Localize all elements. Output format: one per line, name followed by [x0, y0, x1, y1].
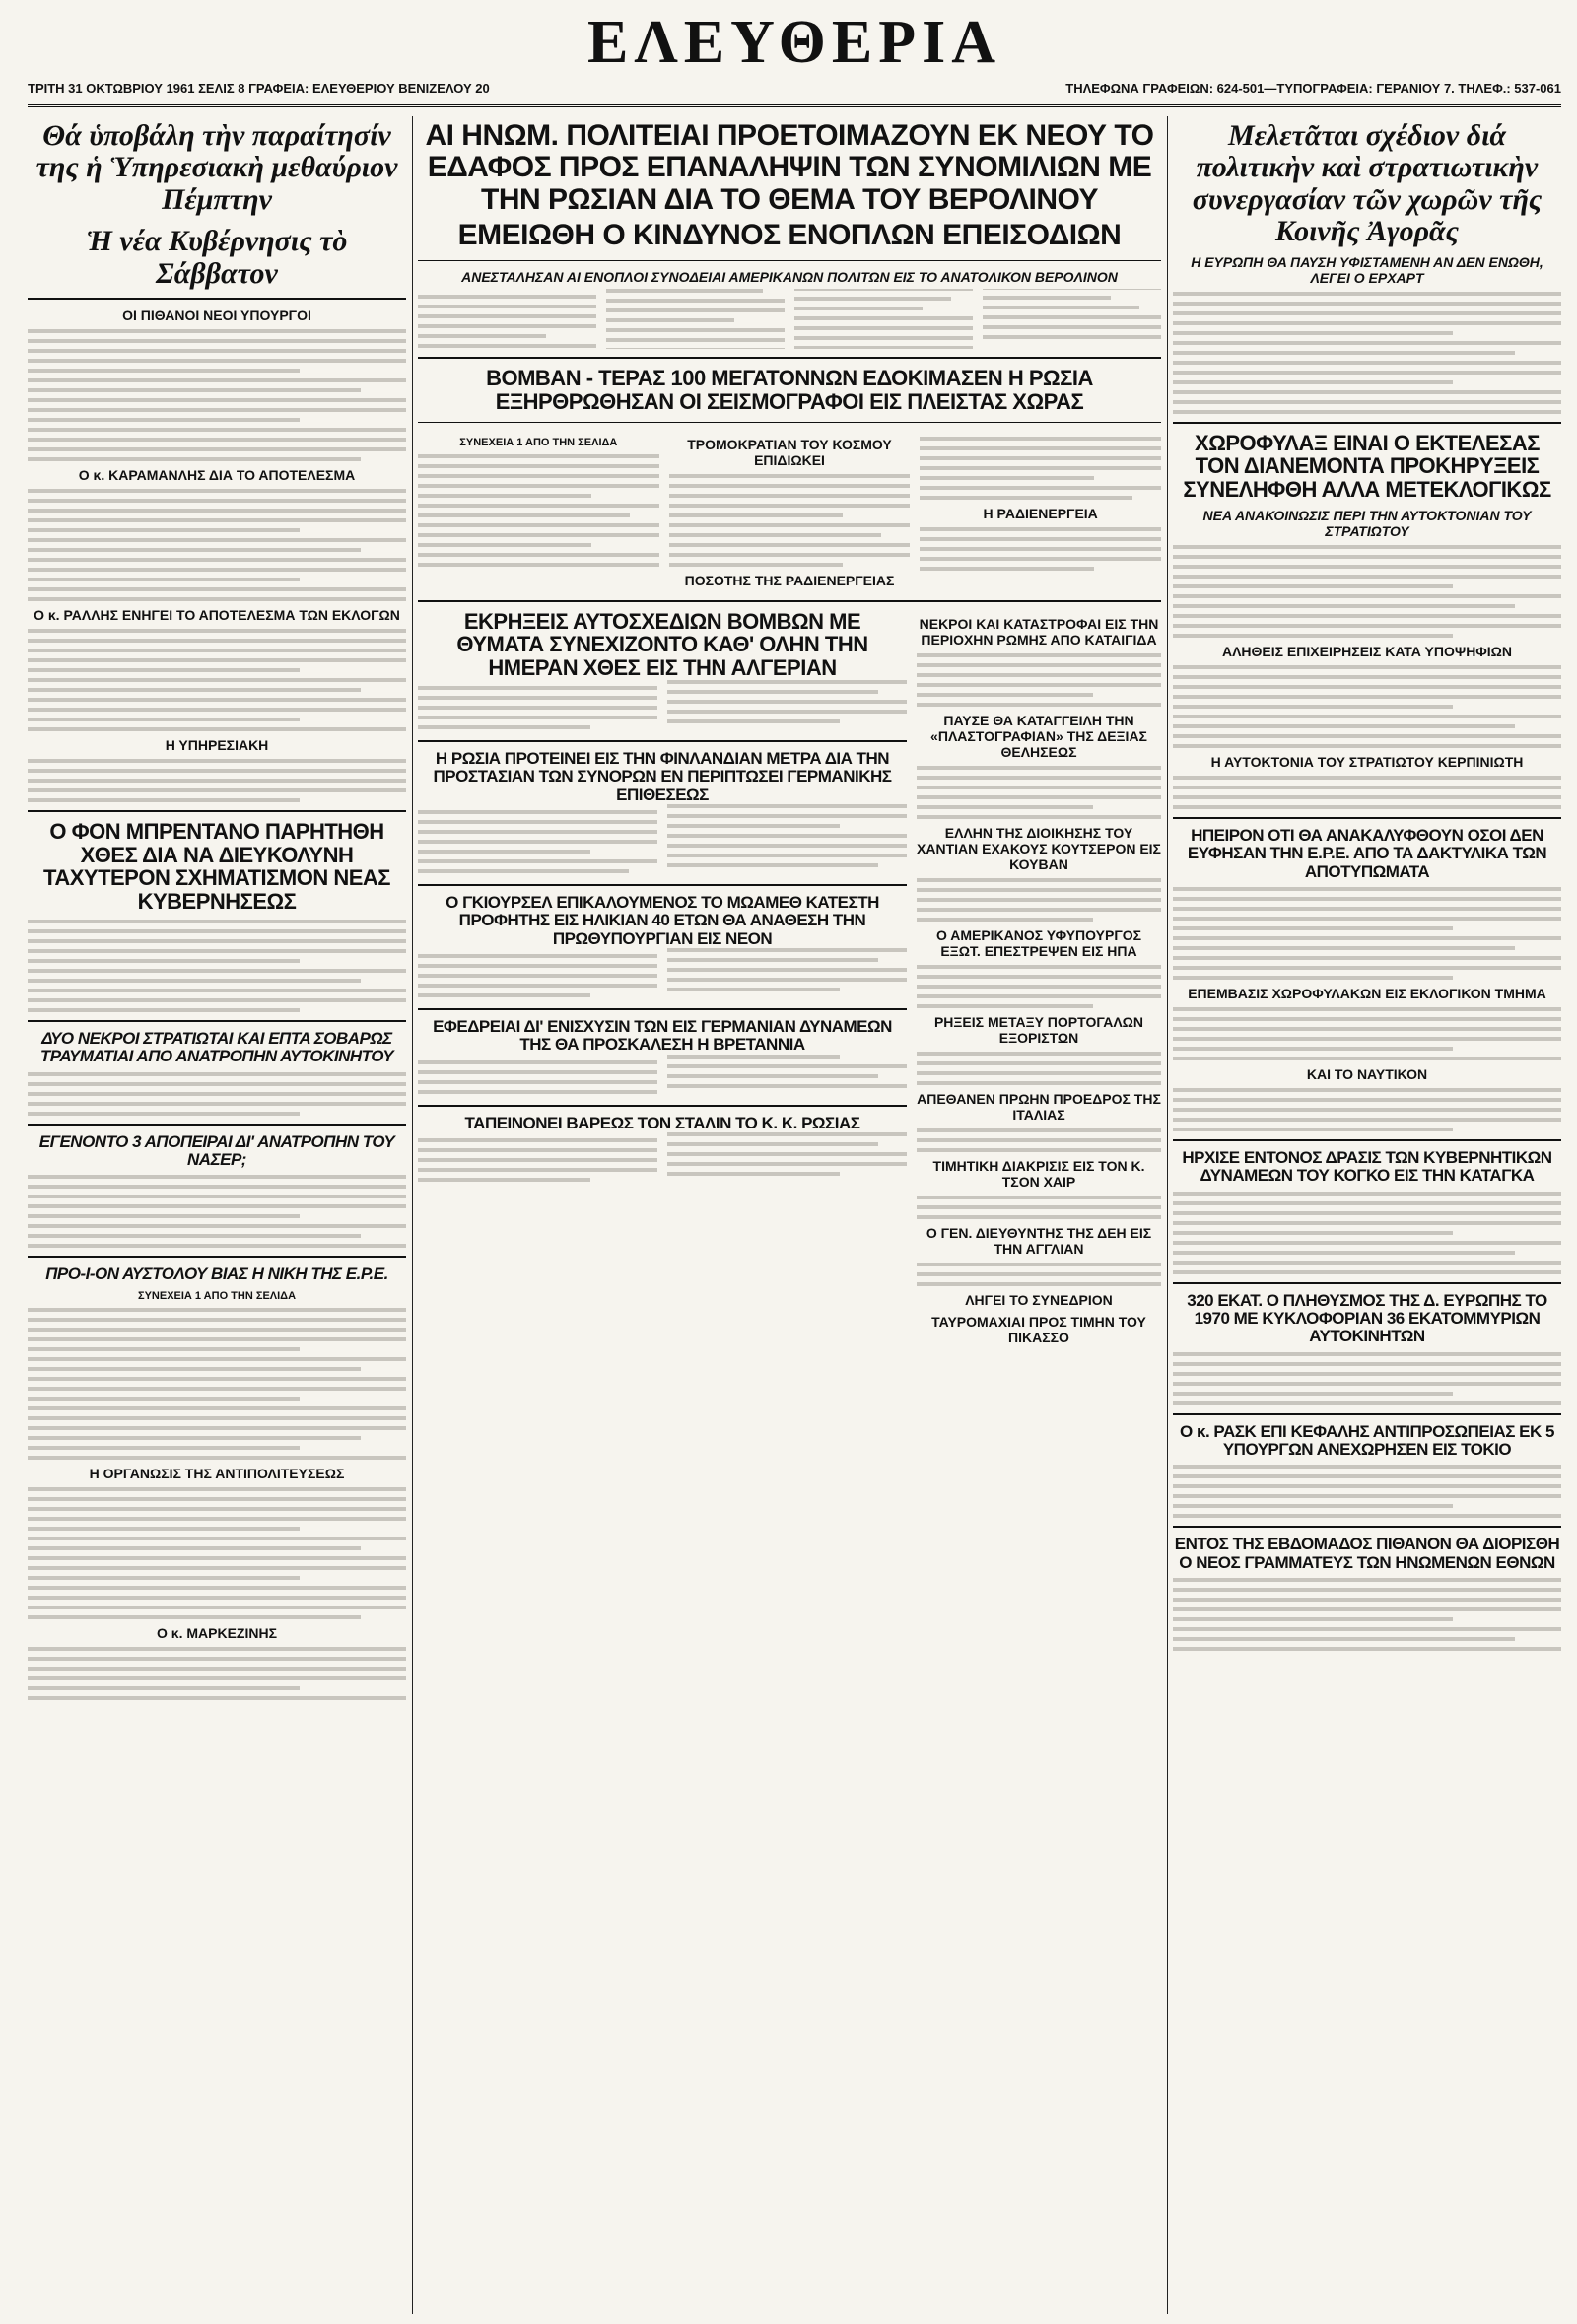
article-body	[1173, 665, 1561, 748]
article-body	[917, 653, 1161, 707]
section-head-rallis: Ο κ. ΡΑΛΛΗΣ ΕΝΗΓΕΙ ΤΟ ΑΠΟΤΕΛΕΣΜΑ ΤΩΝ ΕΚΛΟΓΩΝ	[34, 606, 400, 623]
section-head-dei: Ο ΓΕΝ. ΔΙΕΥΘΥΝΤΗΣ ΤΗΣ ΔΕΗ ΕΙΣ ΤΗΝ ΑΓΓΛΙΑΝ	[926, 1224, 1152, 1257]
article-body	[1173, 1352, 1561, 1405]
headline-congo: ΗΡΧΙΣΕ ΕΝΤΟΝΟΣ ΔΡΑΣΙΣ ΤΩΝ ΚΥΒΕΡΝΗΤΙΚΩΝ ΔΥΝΑΜΕΩΝ ΤΟΥ ΚΟΓΚΟ ΕΙΣ ΤΗΝ ΚΑΤΑΓΚΑ	[1182, 1147, 1552, 1186]
lead-headline-common-market: Μελετᾶται σχέδιον διά πολιτικὴν καὶ στρατιωτικὴν συνεργασίαν τῶν χωρῶν τῆς Κοινῆς Ἀγορᾶς	[1192, 119, 1543, 248]
article-body	[28, 329, 406, 461]
deck-convoys: ΑΝΕΣΤΑΛΗΣΑΝ ΑΙ ΕΝΟΠΛΟΙ ΣΥΝΟΔΕΙΑΙ ΑΜΕΡΙΚΑΝΩΝ ΠΟΛΙΤΩΝ ΕΙΣ ΤΟ ΑΝΑΤΟΛΙΚΟΝ ΒΕΡΟΛΙΝΟΝ	[461, 268, 1118, 285]
headline-gendarme: ΧΩΡΟΦΥΛΑΞ ΕΙΝΑΙ Ο ΕΚΤΕΛΕΣΑΣ ΤΟΝ ΔΙΑΝΕΜΟΝΤΑ ΠΡΟΚΗΡΥΞΕΙΣ ΣΥΝΕΛΗΦΘΗ ΑΛΛΑ ΜΕΤΕΚΛΟΓΙΚΩΣ	[1183, 430, 1551, 503]
article-body	[28, 1308, 406, 1460]
article-body	[917, 1196, 1161, 1219]
headline-britain-reserves: ΕΦΕΔΡΕΙΑΙ ΔΙ' ΕΝΙΣΧΥΣΙΝ ΤΩΝ ΕΙΣ ΓΕΡΜΑΝΙΑΝ ΔΥΝΑΜΕΩΝ ΤΗΣ ΘΑ ΠΡΟΣΚΑΛΕΣΗ Η ΒΡΕΤΑΝΝΙΑ	[433, 1016, 892, 1055]
newspaper-page	[28, 0, 1561, 2324]
article-body	[917, 1052, 1161, 1085]
section-head-caretaker: Η ΥΠΗΡΕΣΙΑΚΗ	[165, 736, 269, 753]
center-lower-area	[418, 610, 1161, 1349]
article-body	[917, 965, 1161, 1008]
section-head-karamanlis: Ο κ. ΚΑΡΑΜΑΝΛΗΣ ΔΙΑ ΤΟ ΑΠΟΤΕΛΕΣΜΑ	[78, 466, 356, 483]
article-body	[1173, 1465, 1561, 1518]
article-body	[28, 629, 406, 731]
section-head-congress: ΛΗΓΕΙ ΤΟ ΣΥΝΕΔΡΙΟΝ	[965, 1291, 1113, 1308]
article-body	[917, 878, 1161, 922]
section-head-picasso: ΤΑΥΡΟΜΑΧΙΑΙ ΠΡΟΣ ΤΙΜΗΝ ΤΟΥ ΠΙΚΑΣΣΟ	[931, 1313, 1146, 1345]
lead-headline-resignation: Θά ὑποβάλη τὴν παραίτησίν της ἡ Ὑπηρεσιακὴ μεθαύριον Πέμπτην	[35, 119, 398, 216]
section-head-honor: ΤΙΜΗΤΙΚΗ ΔΙΑΚΡΙΣΙΣ ΕΙΣ ΤΟΝ Κ. ΤΣΟΝ ΧΑΙΡ	[932, 1157, 1145, 1190]
masthead-rule	[28, 104, 1561, 107]
headline-algeria-bombs: ΕΚΡΗΞΕΙΣ ΑΥΤΟΣΧΕΔΙΩΝ ΒΟΜΒΩΝ ΜΕ ΘΥΜΑΤΑ ΣΥΝΕΧΙΖΟΝΤΟ ΚΑΘ' ΟΛΗΝ ΤΗΝ ΗΜΕΡΑΝ ΧΘΕΣ ΕΙΣ ΤΗΝ ΑΛΓΕΡΙΑΝ	[456, 608, 868, 681]
article-body	[917, 766, 1161, 819]
article-body	[28, 1647, 406, 1700]
section-head-italy-president: ΑΠΕΘΑΝΕΝ ΠΡΩΗΝ ΠΡΟΕΔΡΟΣ ΤΗΣ ΙΤΑΛΙΑΣ	[917, 1090, 1161, 1123]
article-body	[418, 804, 907, 876]
deck-erhard: Η ΕΥΡΩΠΗ ΘΑ ΠΑΥΣΗ ΥΦΙΣΤΑΜΕΝΗ ΑΝ ΔΕΝ ΕΝΩΘΗ, ΛΕΓΕΙ Ο ΕΡΧΑΡΤ	[1191, 253, 1543, 286]
headline-finland: Η ΡΩΣΙΑ ΠΡΟΤΕΙΝΕΙ ΕΙΣ ΤΗΝ ΦΙΝΛΑΝΔΙΑΝ ΜΕΤΡΑ ΔΙΑ ΤΗΝ ΠΡΟΣΤΑΣΙΑΝ ΤΩΝ ΣΥΝΟΡΩΝ ΕΝ ΠΕΡΙΠΤΩΣΕΙ ΓΕΡΜΑΝΙΚΗΣ ΕΠΙΘΕΣΕΩΣ	[433, 748, 892, 804]
headline-ere-victory: ΠΡΟ-Ι-ΟΝ ΑΥΣΤΟΛΟΥ ΒΙΑΣ Η ΝΙΚΗ ΤΗΣ Ε.Ρ.Ε.	[45, 1265, 388, 1284]
article-body	[1173, 545, 1561, 638]
section-head-radioactivity-amount: ΠΟΣΟΤΗΣ ΤΗΣ ΡΑΔΙΕΝΕΡΓΕΙΑΣ	[684, 572, 895, 588]
article-body	[920, 437, 1161, 500]
headline-gursel: Ο ΓΚΙΟΥΡΣΕΛ ΕΠΙΚΑΛΟΥΜΕΝΟΣ ΤΟ ΜΩΑΜΕΘ ΚΑΤΕΣΤΗ ΠΡΟΦΗΤΗΣ ΕΙΣ ΗΛΙΚΙΑΝ 40 ΕΤΩΝ ΘΑ ΑΝΑΘΕΣΗ ΤΗΝ ΠΡΩΘΥΠΟΥΡΓΙΑΝ ΕΙΣ ΝΕΟΝ	[446, 892, 879, 948]
continuation-label: ΣΥΝΕΧΕΙΑ 1 ΑΠΟ ΤΗΝ ΣΕΛΙΔΑ	[459, 436, 618, 448]
article-body	[917, 1263, 1161, 1286]
article-body	[1173, 1088, 1561, 1131]
lead-headline-berlin: ΑΙ ΗΝΩΜ. ΠΟΛΙΤΕΙΑΙ ΠΡΟΕΤΟΙΜΑΖΟΥΝ ΕΚ ΝΕΟΥ ΤΟ ΕΔΑΦΟΣ ΠΡΟΣ ΕΠΑΝΑΛΗΨΙΝ ΤΩΝ ΣΥΝΟΜΙΛΙΩΝ ΜΕ ΤΗΝ ΡΩΣΙΑΝ ΔΙΑ ΤΟ ΘΕΜΑ ΤΟΥ ΒΕΡΟΛΙΝΟΥ	[425, 119, 1154, 216]
article-body	[28, 1175, 406, 1248]
article-body	[1173, 292, 1561, 414]
continuation-label: ΣΥΝΕΧΕΙΑ 1 ΑΠΟ ΤΗΝ ΣΕΛΙΔΑ	[137, 1289, 297, 1302]
article-body	[418, 289, 1161, 350]
masthead-date-info: ΤΡΙΤΗ 31 ΟΚΤΩΒΡΙΟΥ 1961 ΣΕΛΙΣ 8 ΓΡΑΦΕΙΑ: ΕΛΕΥΘΕΡΙΟΥ ΒΕΝΙΖΕΛΟΥ 20	[28, 81, 490, 96]
article-body	[28, 920, 406, 1012]
column-center	[418, 120, 1161, 1349]
headline-fingerprints: ΗΠΕΙΡΟΝ ΟΤΙ ΘΑ ΑΝΑΚΑΛΥΦΘΟΥΝ ΟΣΟΙ ΔΕΝ ΕΥΦΗΣΑΝ ΤΗΝ Ε.Ρ.Ε. ΑΠΟ ΤΑ ΔΑΚΤΥΛΙΚΑ ΤΩΝ ΑΠΟΤΥΠΩΜΑΤΑ	[1187, 825, 1547, 881]
article-body	[28, 489, 406, 601]
section-head-portugal: ΡΗΞΕΙΣ ΜΕΤΑΞΥ ΠΟΡΤΟΓΑΛΩΝ ΕΞΟΡΙΣΤΩΝ	[933, 1013, 1144, 1046]
section-head-new-ministers: ΟΙ ΠΙΘΑΝΟΙ ΝΕΟΙ ΥΠΟΥΡΓΟΙ	[122, 307, 311, 323]
headline-new-government: Ἡ νέα Κυβέρνησις τὸ Σάββατον	[86, 225, 348, 290]
headline-nasser: ΕΓΕΝΟΝΤΟ 3 ΑΠΟΠΕΙΡΑΙ ΔΙ' ΑΝΑΤΡΟΠΗΝ ΤΟΥ ΝΑΣΕΡ;	[38, 1131, 395, 1170]
article-body	[1173, 1192, 1561, 1274]
section-head-attacks: ΑΛΗΘΕΙΣ ΕΠΙΧΕΙΡΗΣΕΙΣ ΚΑΤΑ ΥΠΟΨΗΦΙΩΝ	[1221, 643, 1513, 659]
headline-armed-incidents: ΕΜΕΙΩΘΗ Ο ΚΙΝΔΥΝΟΣ ΕΝΟΠΛΩΝ ΕΠΕΙΣΟΔΙΩΝ	[457, 219, 1122, 252]
headline-un-secretary: ΕΝΤΟΣ ΤΗΣ ΕΒΔΟΜΑΔΟΣ ΠΙΘΑΝΟΝ ΘΑ ΔΙΟΡΙΣΘΗ Ο ΝΕΟΣ ΓΡΑΜΜΑΤΕΥΣ ΤΩΝ ΗΝΩΜΕΝΩΝ ΕΘΝΩΝ	[1174, 1535, 1560, 1572]
article-body	[28, 759, 406, 802]
article-body	[920, 527, 1161, 571]
section-head-papandreou: ΠΑΥΣΕ ΘΑ ΚΑΤΑΓΓΕΙΛΗ ΤΗΝ «ΠΛΑΣΤΟΓΡΑΦΙΑΝ» ΤΗΣ ΔΕΞΙΑΣ ΘΕΛΗΣΕΩΣ	[930, 712, 1147, 760]
article-body	[28, 1487, 406, 1619]
article-body	[418, 1055, 907, 1097]
section-head-radioactivity: Η ΡΑΔΙΕΝΕΡΓΕΙΑ	[983, 505, 1098, 521]
article-body	[418, 948, 907, 1000]
bomb-story-columns	[418, 431, 1161, 592]
article-body	[1173, 1007, 1561, 1060]
article-body	[1173, 1578, 1561, 1651]
newspaper-title: ΕΛΕΥΘΕΡΙΑ	[586, 9, 1002, 76]
section-head-kerpiniotis: Η ΑΥΤΟΚΤΟΝΙΑ ΤΟΥ ΣΤΡΑΤΙΩΤΟΥ ΚΕΡΠΙΝΙΩΤΗ	[1210, 753, 1524, 770]
article-body	[917, 1128, 1161, 1152]
headline-brentano: Ο ΦΟΝ ΜΠΡΕΝΤΑΝΟ ΠΑΡΗΤΗΘΗ ΧΘΕΣ ΔΙΑ ΝΑ ΔΙΕΥΚΟΛΥΝΗ ΤΑΧΥΤΕΡΟΝ ΣΧΗΜΑΤΙΣΜΟΝ ΝΕΑΣ ΚΥΒΕΡΝΗΣΕΩΣ	[43, 818, 390, 915]
column-rule	[412, 116, 413, 2314]
article-body	[418, 680, 907, 732]
headline-stalin: ΤΑΠΕΙΝΟΝΕΙ ΒΑΡΕΩΣ ΤΟΝ ΣΤΑΛΙΝ ΤΟ Κ. Κ. ΡΩΣΙΑΣ	[464, 1113, 860, 1132]
article-body	[418, 1132, 907, 1185]
headline-europe-population: 320 ΕΚΑΤ. Ο ΠΛΗΘΥΣΜΟΣ ΤΗΣ Δ. ΕΥΡΩΠΗΣ ΤΟ 1970 ΜΕ ΚΥΚΛΟΦΟΡΙΑΝ 36 ΕΚΑΤΟΜΜΥΡΙΩΝ ΑΥΤΟΚΙΝΗΤΩΝ	[1187, 1290, 1547, 1346]
article-body	[1173, 887, 1561, 980]
section-head-terror: ΤΡΟΜΟΚΡΑΤΙΑΝ ΤΟΥ ΚΟΣΜΟΥ ΕΠΙΔΙΩΚΕΙ	[687, 436, 892, 468]
section-head-markezinis: Ο κ. ΜΑΡΚΕΖΙΝΗΣ	[157, 1624, 277, 1641]
section-head-opposition: Η ΟΡΓΑΝΩΣΙΣ ΤΗΣ ΑΝΤΙΠΟΛΙΤΕΥΣΕΩΣ	[89, 1465, 345, 1481]
headline-rusk-tokyo: Ο κ. ΡΑΣΚ ΕΠΙ ΚΕΦΑΛΗΣ ΑΝΤΙΠΡΟΣΩΠΕΙΑΣ ΕΚ 5 ΥΠΟΥΡΓΩΝ ΑΝΕΧΩΡΗΣΕΝ ΕΙΣ ΤΟΚΙΟ	[1180, 1421, 1554, 1460]
masthead-phone-info: ΤΗΛΕΦΩΝΑ ΓΡΑΦΕΙΩΝ: 624-501—ΤΥΠΟΓΡΑΦΕΙΑ: ΓΕΡΑΝΙΟΥ 7. ΤΗΛΕΦ.: 537-061	[1065, 81, 1561, 96]
section-head-navy: ΚΑΙ ΤΟ ΝΑΥΤΙΚΟΝ	[1306, 1065, 1428, 1082]
section-head-rome-storm: ΝΕΚΡΟΙ ΚΑΙ ΚΑΤΑΣΤΡΟΦΑΙ ΕΙΣ ΤΗΝ ΠΕΡΙΟΧΗΝ ΡΩΜΗΣ ΑΠΟ ΚΑΤΑΙΓΙΔΑ	[919, 615, 1159, 648]
article-body	[669, 474, 911, 567]
deck-soldier-suicide: ΝΕΑ ΑΝΑΚΟΙΝΩΣΙΣ ΠΕΡΙ ΤΗΝ ΑΥΤΟΚΤΟΝΙΑΝ ΤΟΥ ΣΤΡΑΤΙΩΤΟΥ	[1202, 507, 1532, 539]
headline-100-megaton-bomb: ΒΟΜΒΑΝ - ΤΕΡΑΣ 100 ΜΕΓΑΤΟΝΝΩΝ ΕΔΟΚΙΜΑΣΕΝ Η ΡΩΣΙΑ ΕΞΗΡΘΡΩΘΗΣΑΝ ΟΙ ΣΕΙΣΜΟΓΡΑΦΟΙ ΕΙΣ ΠΛΕΙΣΤΑΣ ΧΩΡΑΣ	[486, 366, 1093, 414]
column-left	[28, 120, 406, 1706]
article-body	[418, 454, 659, 567]
masthead	[28, 0, 1561, 116]
column-right	[1173, 120, 1561, 1657]
column-rule	[1167, 116, 1168, 2314]
section-head-cuba: ΕΛΛΗΝ ΤΗΣ ΔΙΟΙΚΗΣΗΣ ΤΟΥ ΧΑΝΤΙΑΝ ΕΧΑΚΟΥΣ ΚΟΥΤΣΕΡΟΝ ΕΙΣ ΚΟΥΒΑΝ	[917, 824, 1161, 872]
headline-soldiers-accident: ΔΥΟ ΝΕΚΡΟΙ ΣΤΡΑΤΙΩΤΑΙ ΚΑΙ ΕΠΤΑ ΣΟΒΑΡΩΣ ΤΡΑΥΜΑΤΙΑΙ ΑΠΟ ΑΝΑΤΡΟΠΗΝ ΑΥΤΟΚΙΝΗΤΟΥ	[39, 1028, 394, 1066]
section-head-polling-station: ΕΠΕΜΒΑΣΙΣ ΧΩΡΟΦΥΛΑΚΩΝ ΕΙΣ ΕΚΛΟΓΙΚΟΝ ΤΜΗΜΑ	[1188, 985, 1546, 1001]
article-body	[28, 1072, 406, 1116]
section-head-us-deputy: Ο ΑΜΕΡΙΚΑΝΟΣ ΥΦΥΠΟΥΡΓΟΣ ΕΞΩΤ. ΕΠΕΣΤΡΕΨΕΝ ΕΙΣ ΗΠΑ	[935, 926, 1142, 959]
article-body	[1173, 776, 1561, 809]
